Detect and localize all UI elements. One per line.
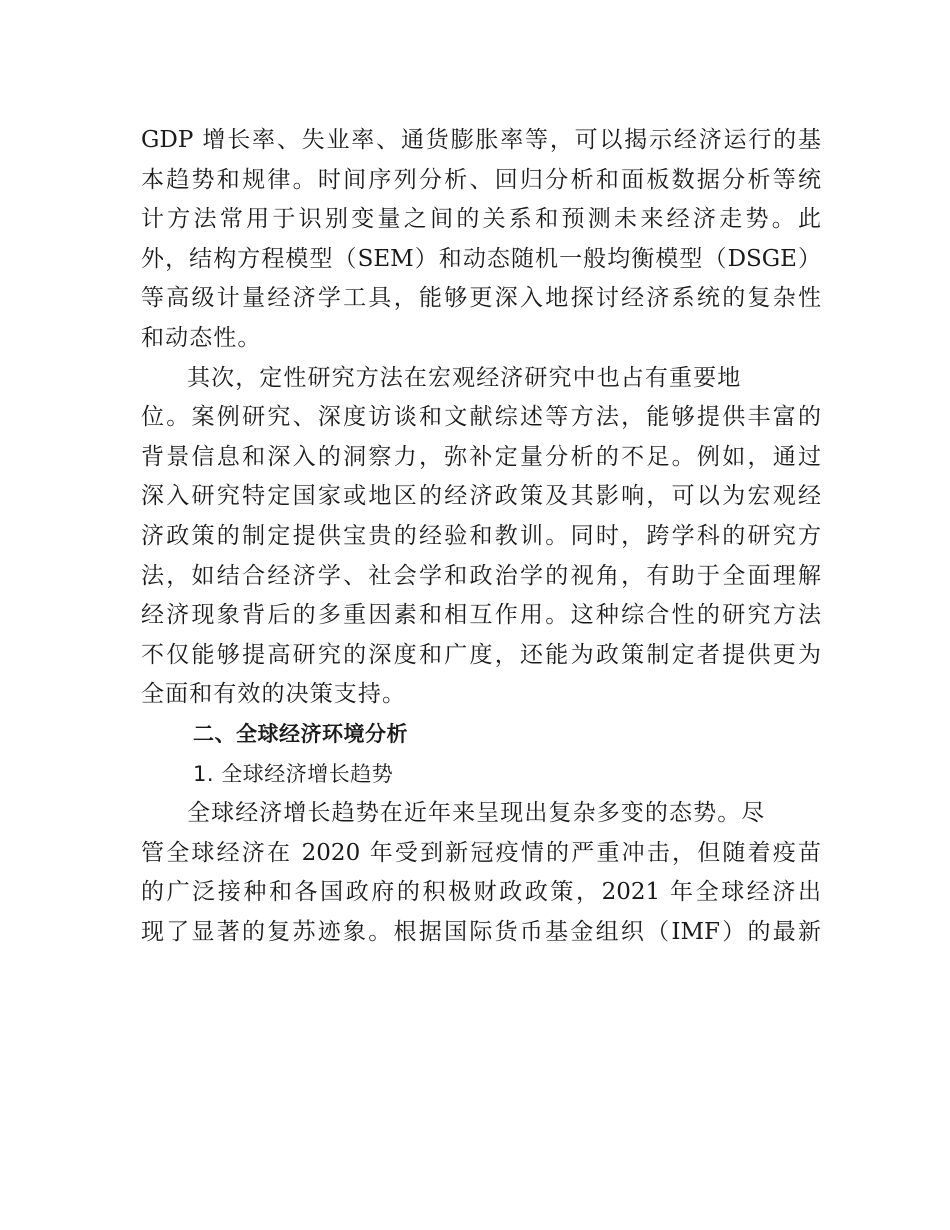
text-line: 背景信息和深入的洞察力，弥补定量分析的不足。例如，通过 <box>141 443 821 470</box>
document-body <box>141 121 821 952</box>
subsection-heading: 1. 全球经济增长趋势 <box>193 761 394 786</box>
text-line: 位。案例研究、深度访谈和文献综述等方法，能够提供丰富的 <box>141 404 821 431</box>
text-line: 计方法常用于识别变量之间的关系和预测未来经济走势。此 <box>141 206 821 233</box>
text-line: 法，如结合经济学、社会学和政治学的视角，有助于全面理解 <box>141 562 821 589</box>
paragraph-first-line: 全球经济增长趋势在近年来呈现出复杂多变的态势。尽 <box>187 800 766 827</box>
section-heading: 二、全球经济环境分析 <box>193 721 408 746</box>
text-line: 等高级计量经济学工具，能够更深入地探讨经济系统的复杂性 <box>141 285 821 312</box>
text-line: 的广泛接种和各国政府的积极财政政策，2021 年全球经济出 <box>141 879 821 906</box>
text-line: 济政策的制定提供宝贵的经验和教训。同时，跨学科的研究方 <box>141 522 821 549</box>
text-line: 不仅能够提高研究的深度和广度，还能为政策制定者提供更为 <box>141 641 821 668</box>
text-line: 外，结构方程模型（SEM）和动态随机一般均衡模型（DSGE） <box>141 245 821 272</box>
text-line: 深入研究特定国家或地区的经济政策及其影响，可以为宏观经 <box>141 483 821 510</box>
text-line: 管全球经济在 2020 年受到新冠疫情的严重冲击，但随着疫苗 <box>141 839 821 866</box>
text-line: 现了显著的复苏迹象。根据国际货币基金组织（IMF）的最新 <box>141 918 821 945</box>
text-line: 经济现象背后的多重因素和相互作用。这种综合性的研究方法 <box>141 602 821 629</box>
text-line: GDP 增长率、失业率、通货膨胀率等，可以揭示经济运行的基 <box>141 127 821 153</box>
text-line: 和动态性。 <box>141 324 262 351</box>
text-line: 全面和有效的决策支持。 <box>141 681 407 708</box>
text-line: 本趋势和规律。时间序列分析、回归分析和面板数据分析等统 <box>141 166 821 193</box>
paragraph-first-line: 其次，定性研究方法在宏观经济研究中也占有重要地 <box>187 364 742 391</box>
